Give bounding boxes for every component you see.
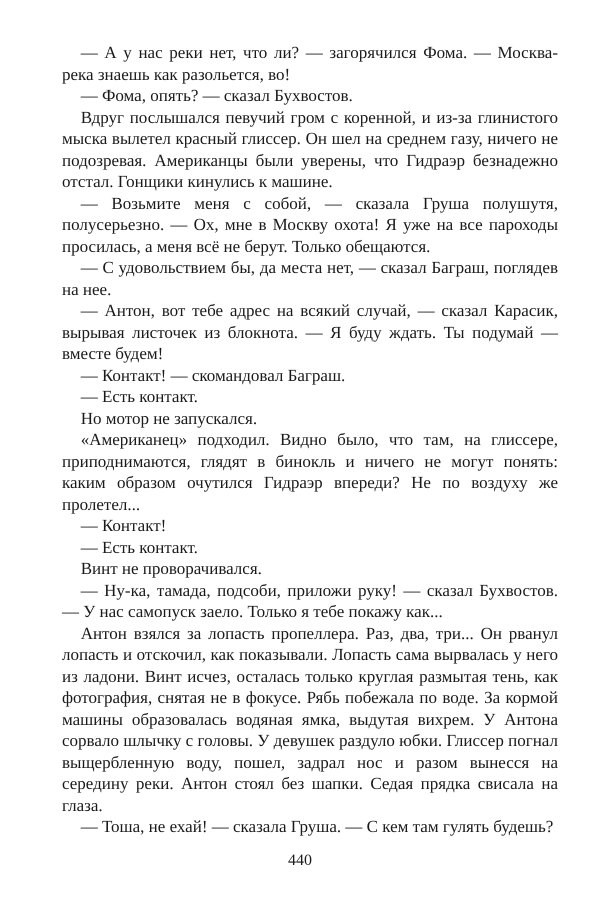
paragraph: — С удовольствием бы, да места нет, — сказал Баграш, поглядев на нее. xyxy=(62,258,558,299)
paragraph: — Есть контакт. xyxy=(80,537,198,557)
paragraph: — Контакт! — скомандовал Баграш. xyxy=(80,365,346,385)
paragraph: Антон взялся за лопасть пропеллера. Раз, два, три... Он рванул лопасть и отскочил, как показывали. Лопасть сама вырвалась у него из ладони. Винт исчез, осталась только круглая размытая тень, как фотография, снятая не в фокусе. Рябь побежала по воде. За кормой машины образовалась водяная ямка, выдутая вихрем. У Антона сорвало шлычку с головы. У девушек раздуло юбки. Глиссер погнал выщербленную воду, пошел, задрал нос и разом вынесся на середину реки. Антон стоял без шапки. Седая прядка свисала на глаза. xyxy=(62,623,558,815)
paragraph: — Есть контакт. xyxy=(80,387,198,406)
paragraph: Винт не проворачивался. xyxy=(80,559,262,578)
paragraph: Вдруг послышался певучий гром с коренной, и из-за глинистого мыска вылетел красный глиссер. Он шел на среднем газу, ничего не подозревая. Американцы были уверены, что Гидраэр безнадежно отстал. Гонщики кинулись к машине. xyxy=(62,107,558,191)
body-text xyxy=(62,42,558,838)
paragraph: — Ну-ка, тамада, подсоби, приложи руку! — сказал Бухвостов. — У нас самопуск заело. Только я тебе покажу как... xyxy=(62,580,558,621)
paragraph: — Антон, вот тебе адрес на всякий случай, — сказал Карасик, вырывая листочек из блокнота. — Я буду ждать. Ты подумай — вместе будем! xyxy=(62,301,558,363)
paragraph: — Возьмите меня с собой, — сказала Груша полушутя, полусерьезно. — Ох, мне в Москву охота! Я уже на все пароходы просилась, а меня всё не берут. Только обещаются. xyxy=(62,193,558,256)
paragraph: «Американец» подходил. Видно было, что там, на глиссере, приподнимаются, глядят в бинокль и ничего не могут понять: каким образом очутился Гидраэр впереди? Не по воздуху же пролетел... xyxy=(62,430,558,514)
page-number: 440 xyxy=(288,852,312,869)
paragraph: — Фома, опять? — сказал Бухвостов. xyxy=(80,86,353,105)
paragraph: Но мотор не запускался. xyxy=(80,408,258,428)
paragraph: — Тоша, не ехай! — сказала Груша. — С кем там гулять будешь? xyxy=(80,817,554,836)
paragraph: — Контакт! xyxy=(80,516,167,535)
paragraph: — А у нас реки нет, что ли? — загорячился Фома. — Москва-река знаешь как разольется, во! xyxy=(62,43,558,84)
